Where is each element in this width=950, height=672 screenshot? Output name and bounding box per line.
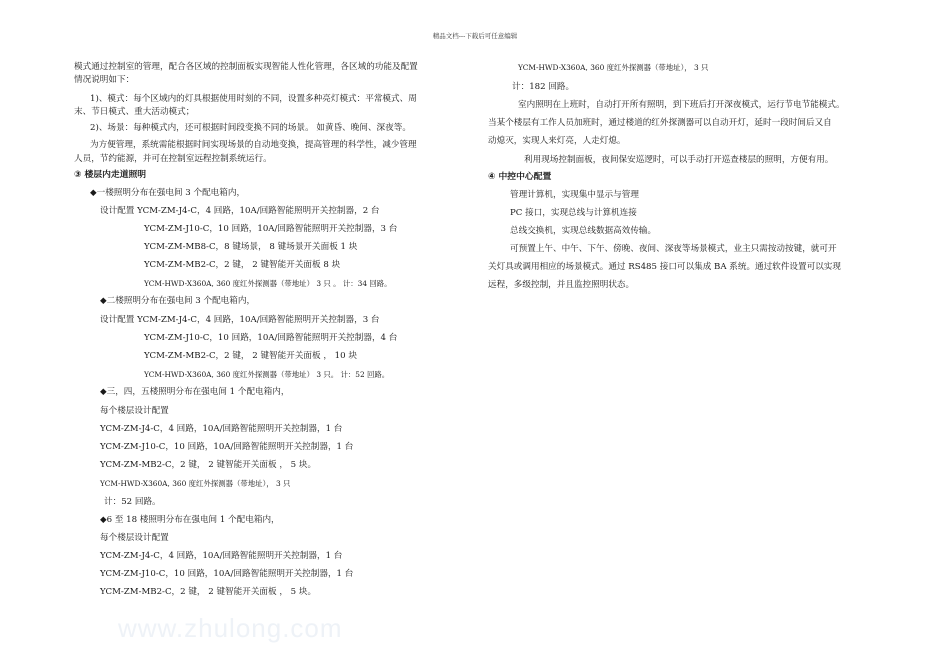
list-item: YCM-HWD-X360A, 360 度红外探测器（带地址）， 3 只	[100, 479, 291, 488]
list-item: YCM-ZM-J4-C，4 回路，10A/回路智能照明开关控制器，1 台	[100, 551, 343, 561]
paragraph-line: 当某个楼层有工作人员加班时，通过楼道的红外探测器可以自动开灯，延时一段时间后又自	[488, 118, 832, 128]
paragraph-line: 为方便管理，系统需能根据时间实现场景的自动地变换，提高管理的科学性，减少管理	[90, 140, 417, 150]
list-item: YCM-ZM-J10-C，10 回路，10A/回路智能照明开关控制器，1 台	[100, 442, 354, 452]
list-item: 总线交换机，实现总线数据高效传输。	[510, 226, 657, 236]
list-item: 管理计算机，实现集中显示与管理	[510, 190, 639, 200]
paragraph-line: 人员，节约能源，并可在控制室远程控制系统运行。	[74, 154, 272, 164]
section-heading: ④ 中控中心配置	[488, 172, 552, 182]
list-item: YCM-ZM-MB2-C，2 键， 2 键智能开关面板 8 块	[144, 260, 341, 270]
list-item: YCM-ZM-MB2-C，2 键， 2 键智能开关面板 ， 10 块	[144, 351, 357, 361]
paragraph-line: 利用现场控制面板，夜间保安巡逻时，可以手动打开巡查楼层的照明，方便有用。	[524, 155, 834, 165]
list-item: ◆二楼照明分布在强电间 3 个配电箱内，	[100, 296, 256, 306]
list-item: YCM-ZM-MB8-C，8 键场景， 8 键场景开关面板 1 块	[144, 242, 358, 252]
list-item: ◆6 至 18 楼照明分布在强电间 1 个配电箱内，	[100, 515, 280, 525]
paragraph-line: 远程，多级控制，并且监控照明状态。	[488, 280, 635, 290]
list-item: YCM-ZM-MB2-C，2 键， 2 键智能开关面板 ， 5 块。	[100, 460, 317, 470]
paragraph-line: 2)、场景：每种模式内，还可根据时间段变换不同的场景。 如黄昏、晚间、深夜等。	[90, 123, 411, 133]
list-item: YCM-HWD-X360A, 360 度红外探测器（带地址）， 3 只	[518, 63, 709, 72]
watermark: www.zhulong.com	[118, 613, 343, 643]
paragraph-line: 可预置上午、中午、下午、傍晚、夜间、深夜等场景模式，业主只需按动按键，就可开	[510, 244, 837, 254]
list-item: YCM-HWD-X360A, 360 度红外探测器（带地址） 3 只。 计：52 回路。	[144, 370, 390, 379]
list-item: YCM-ZM-MB2-C，2 键， 2 键智能开关面板 ， 5 块。	[100, 587, 317, 597]
paragraph-line: 关灯具或调用相应的场景模式。通过 RS485 接口可以集成 BA 系统。通过软件设置可以实现	[488, 262, 841, 272]
section-heading: ③ 楼层内走道照明	[74, 170, 147, 180]
list-item: 设计配置 YCM-ZM-J4-C，4 回路，10A/回路智能照明开关控制器，3 台	[100, 315, 380, 325]
list-item: YCM-ZM-J10-C，10 回路，10A/回路智能照明开关控制器，1 台	[100, 569, 354, 579]
list-item: 计：52 回路。	[104, 497, 161, 507]
paragraph-line: 模式通过控制室的管理，配合各区域的控制面板实现智能人性化管理，各区域的功能及配置	[74, 62, 418, 72]
list-item: YCM-ZM-J10-C，10 回路，10A/回路智能照明开关控制器，4 台	[144, 333, 398, 343]
list-item: ◆三，四，五楼照明分布在强电间 1 个配电箱内，	[100, 387, 290, 397]
list-item: PC 接口，实现总线与计算机连接	[510, 208, 637, 218]
paragraph-line: 1)、模式：每个区域内的灯具根据使用时刻的不同，设置多种亮灯模式：平常模式、周	[90, 94, 417, 104]
list-item: YCM-ZM-J10-C，10 回路，10A/回路智能照明开关控制器，3 台	[144, 224, 398, 234]
list-item: 每个楼层设计配置	[100, 533, 169, 543]
list-item: YCM-ZM-J4-C，4 回路，10A/回路智能照明开关控制器，1 台	[100, 424, 343, 434]
list-item: 设计配置 YCM-ZM-J4-C，4 回路，10A/回路智能照明开关控制器，2 台	[100, 206, 380, 216]
list-item: 计：182 回路。	[512, 82, 575, 92]
paragraph-line: 末、节日模式、重大活动模式；	[74, 107, 195, 117]
list-item: YCM-HWD-X360A, 360 度红外探测器（带地址） 3 只 。 计：34 回路。	[144, 279, 392, 288]
paragraph-line: 室内照明在上班时，自动打开所有照明，到下班后打开深夜模式，运行节电节能模式。	[518, 100, 845, 110]
list-item: ◆一楼照明分布在强电间 3 个配电箱内，	[90, 188, 246, 198]
list-item: 每个楼层设计配置	[100, 406, 169, 416]
paragraph-line: 动熄灭，实现人来灯亮，人走灯熄。	[488, 136, 626, 146]
page-header: 精品文档---下载后可任意编辑	[432, 32, 518, 40]
paragraph-line: 情况说明如下：	[74, 75, 135, 85]
